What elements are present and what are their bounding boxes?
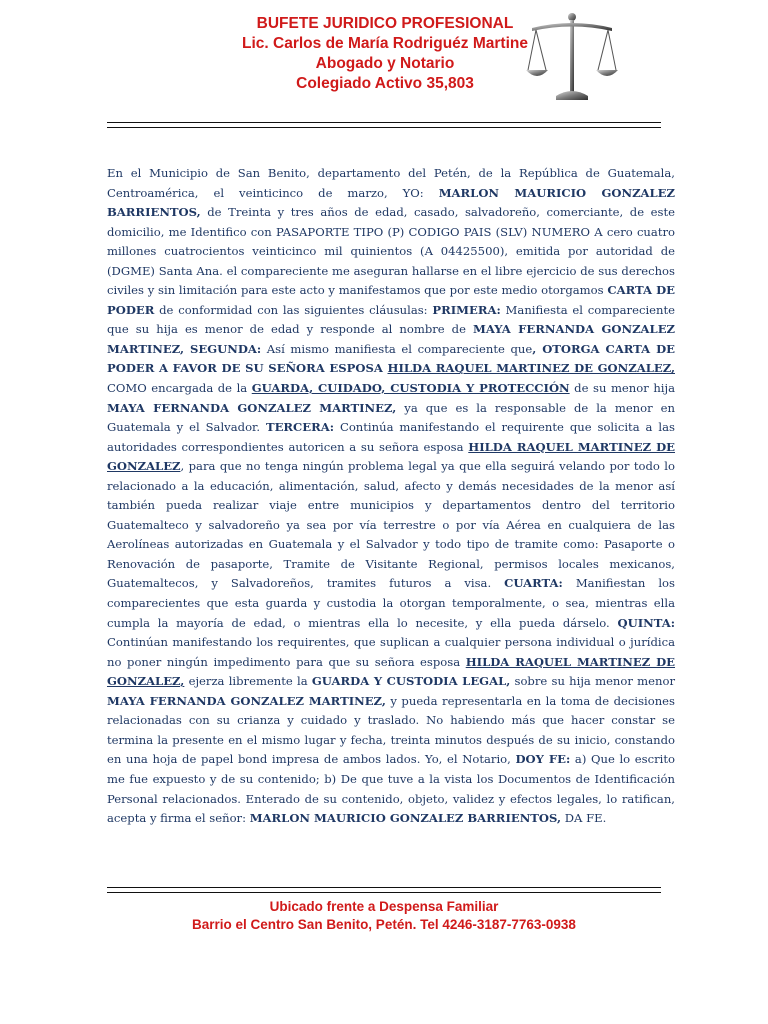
text-segment: DA FE. (561, 811, 607, 826)
address-line-2: Barrio el Centro San Benito, Petén. Tel 4246-3187-7763-0938 (192, 917, 576, 932)
footer-rule-bottom (107, 892, 661, 893)
footer-rule-top (107, 887, 661, 888)
text-segment: GUARDA Y CUSTODIA LEGAL, (311, 674, 511, 689)
office-address (110, 898, 658, 934)
text-segment: En el Municipio de San Benito, departamento del Petén, de la República de Guatemala, Centroamérica, el veinticinco de marzo, YO: (107, 166, 675, 200)
lawyer-title: Abogado y Notario (315, 55, 455, 72)
scales-of-justice-icon (526, 10, 618, 104)
text-segment: DOY FE: (515, 752, 571, 767)
text-segment: HILDA RAQUEL MARTINEZ DE GONZALEZ (107, 439, 675, 474)
lawyer-name: Lic. Carlos de María Rodriguéz Martine (242, 35, 528, 52)
text-segment: de Treinta y tres años de edad, casado, salvadoreño, comerciante, de este domicilio, me Identifico con PASAPORTE TIPO (P) CODIGO PAIS (SLV) NUMERO A cero cuatro millones cuatrocientos veinticinco mil quinientos (A 04425500), emitida por autoridad de (DGME) Santa Ana. el compareciente me aseguran hallarse en el libre ejercicio de sus derechos civiles y sin limitación para este acto y manifestamos que por este medio otorgamos (107, 205, 675, 298)
text-segment: a) Que lo escrito me fue expuesto y de su contenido; b) De que tuve a la vista los Documentos de Identificación Personal relacionados. Enterado de su contenido, objeto, validez y efectos legales, lo ratifican, acepta y firma el señor: (107, 752, 675, 826)
text-segment: MARLON MAURICIO GONZALEZ BARRIENTOS, (107, 185, 675, 220)
bar-registration: Colegiado Activo 35,803 (296, 75, 474, 92)
text-segment: COMO encargada de la (107, 381, 252, 396)
text-segment: MARLON MAURICIO GONZALEZ BARRIENTOS, (249, 811, 562, 826)
text-segment: Continúan manifestando los requirentes, que suplican a cualquier persona individual o jurídica no poner ningún impedimento para que su señora esposa (107, 635, 675, 669)
text-segment: QUINTA: (617, 615, 675, 630)
text-segment: Manifiesta el compareciente que su hija es menor de edad y responde al nombre de (107, 302, 676, 337)
text-segment: sobre su hija menor menor (510, 674, 676, 689)
text-segment: ya que es la responsable de la menor en Guatemala y el Salvador. (107, 400, 675, 435)
text-segment: , para que no tenga ningún problema legal ya que ella seguirá velando por todo lo relacionado a la educación, alimentación, salud, afecto y demás necesidades de la menor así también pueda realizar viaje entre municipios y departamentos dentro del territorio Guatemalteco y salvadoreño ya sea por vía terrestre o por vía Aérea en cualquiera de las Aerolíneas autorizadas en Guatemala y el Salvador y todo tipo de tramite como: Pasaporte o Renovación de pasaporte, Tramite de Visitante Regional, permisos locales mexicanos, Guatemaltecos, y Salvadoreños, tramites futuros a visa. (107, 459, 675, 591)
text-segment: Así mismo manifiesta el compareciente que (261, 341, 533, 356)
text-segment: MAYA FERNANDA GONZALEZ MARTINEZ, (107, 693, 386, 708)
text-segment: CARTA DE PODER (107, 283, 675, 317)
text-segment: GUARDA, CUIDADO, CUSTODIA Y PROTECCIÓN (251, 381, 570, 396)
text-segment: HILDA RAQUEL MARTINEZ DE GONZALEZ, (387, 361, 675, 376)
text-segment: MAYA FERNANDA GONZALEZ MARTINEZ, SEGUNDA: (107, 322, 675, 356)
power-of-attorney-text (107, 164, 675, 829)
text-segment: Manifiestan los comparecientes que esta guarda y custodia la otorgan temporalmente, o sea, mientras ella cumpla la mayoría de edad, o mientras ella lo necesite, y ella pueda dárselo. (107, 576, 675, 630)
text-segment: MAYA FERNANDA GONZALEZ MARTINEZ, (107, 400, 397, 415)
text-segment: TERCERA: (265, 420, 335, 435)
header-rule-bottom (107, 127, 661, 128)
address-line-1: Ubicado frente a Despensa Familiar (269, 899, 499, 914)
text-segment: CUARTA: (504, 576, 563, 591)
firm-name: BUFETE JURIDICO PROFESIONAL (256, 15, 514, 32)
text-segment: de su menor hija (569, 381, 675, 396)
text-segment: PRIMERA: (432, 302, 501, 317)
text-segment: y pueda representarla en la toma de decisiones relacionadas con su crianza y cuidado y traslado. No habiendo más que hacer constar se termina la presente en el mismo lugar y fecha, treinta minutos después de su inicio, constando en una hoja de papel bond impresa de ambos lados. Yo, el Notario, (107, 693, 675, 767)
text-segment: ejerza libremente la (184, 674, 312, 689)
text-segment: HILDA RAQUEL MARTINEZ DE GONZALEZ, (107, 654, 675, 689)
text-segment: , OTORGA CARTA DE PODER A FAVOR DE SU SEÑORA ESPOSA (107, 341, 675, 376)
text-segment: Continúa manifestando el requirente que solicita a las autoridades correspondientes autoricen a su señora esposa (107, 420, 675, 454)
header-rule-top (107, 122, 661, 123)
text-segment: de conformidad con las siguientes cláusulas: (154, 302, 433, 317)
